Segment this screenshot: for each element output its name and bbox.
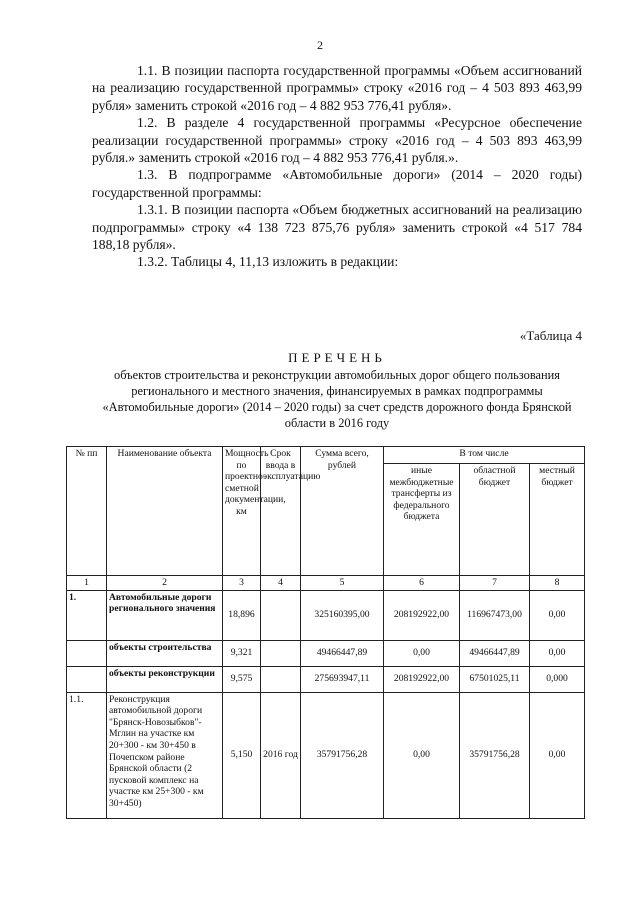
cell-power: 9,321 xyxy=(223,640,261,666)
table-row xyxy=(67,692,585,818)
paragraph-1-3-2: 1.3.2. Таблицы 4, 11,13 изложить в редакции: xyxy=(137,254,399,270)
table-row xyxy=(67,666,585,692)
header-term: Срок ввода в эксплуатацию xyxy=(261,447,301,576)
column-number: 7 xyxy=(460,576,530,591)
cell-local: 0,00 xyxy=(530,590,585,640)
header-num: № пп xyxy=(67,447,107,576)
cell-sum: 35791756,28 xyxy=(301,692,384,818)
header-local: местный бюджет xyxy=(530,464,585,576)
paragraph-1-3: 1.3. В подпрограмме «Автомобильные дороги» (2014 – 2020 годы) государственной программы: xyxy=(92,167,582,200)
heading-subtitle: объектов строительства и реконструкции автомобильных дорог общего пользования регионального и местного значения, финансируемых в рамках подпрограммы «Автомобильные дороги» (2014 – 2020 годы) за счет средств дорожного фонда Брянской области в 2016 году xyxy=(102,368,572,430)
table-label: «Таблица 4 xyxy=(519,328,582,343)
cell-local: 0,00 xyxy=(530,640,585,666)
paragraph-1-1: 1.1. В позиции паспорта государственной программы «Объем ассигнований на реализацию государственной программы» строку «2016 год – 4 503 893 463,99 рубля» заменить строкой «2016 год – 4 882 953 776,41 рубля». xyxy=(92,63,582,113)
heading-title: ПЕРЕЧЕНЬ xyxy=(288,350,386,365)
column-number: 6 xyxy=(384,576,460,591)
cell-term xyxy=(261,666,301,692)
body-text xyxy=(92,62,582,271)
column-number: 3 xyxy=(223,576,261,591)
column-number: 8 xyxy=(530,576,585,591)
cell-regional: 116967473,00 xyxy=(460,590,530,640)
cell-power: 5,150 xyxy=(223,692,261,818)
cell-term: 2016 год xyxy=(261,692,301,818)
cell-name: объекты реконструкции xyxy=(107,666,223,692)
column-number: 1 xyxy=(67,576,107,591)
header-sum: Сумма всего, рублей xyxy=(301,447,384,576)
cell-regional: 67501025,11 xyxy=(460,666,530,692)
cell-term xyxy=(261,640,301,666)
cell-name: Реконструкция автомобильной дороги "Брянск-Новозыбков"-Мглин на участке км 20+300 - км 30+450 в Почепском районе Брянской области (2 пусковой комплекс на участке км 25+300 - км 30+450) xyxy=(107,692,223,818)
cell-num: 1. xyxy=(67,590,107,640)
cell-federal: 208192922,00 xyxy=(384,590,460,640)
header-name: Наименование объекта xyxy=(107,447,223,576)
cell-federal: 208192922,00 xyxy=(384,666,460,692)
paragraph-1-3-1: 1.3.1. В позиции паспорта «Объем бюджетных ассигнований на реализацию подпрограммы» строку «4 138 723 875,76 рубля» заменить строкой «4 517 784 188,18 рубля». xyxy=(92,202,582,253)
cell-power: 18,896 xyxy=(223,590,261,640)
cell-power: 9,575 xyxy=(223,666,261,692)
column-number: 5 xyxy=(301,576,384,591)
cell-local: 0,00 xyxy=(530,692,585,818)
cell-num: 1.1. xyxy=(67,692,107,818)
cell-num xyxy=(67,640,107,666)
cell-regional: 49466447,89 xyxy=(460,640,530,666)
header-regional: областной бюджет xyxy=(460,464,530,576)
cell-term xyxy=(261,590,301,640)
cell-local: 0,000 xyxy=(530,666,585,692)
column-numbers-row xyxy=(67,576,585,591)
header-power: Мощность по проектно-сметной документации, км xyxy=(223,447,261,576)
column-number: 4 xyxy=(261,576,301,591)
cell-name: Автомобильные дороги регионального значения xyxy=(107,590,223,640)
cell-sum: 275693947,11 xyxy=(301,666,384,692)
cell-federal: 0,00 xyxy=(384,640,460,666)
page-number: 2 xyxy=(317,38,323,52)
cell-num xyxy=(67,666,107,692)
table-row xyxy=(67,640,585,666)
cell-regional: 35791756,28 xyxy=(460,692,530,818)
cell-sum: 325160395,00 xyxy=(301,590,384,640)
cell-federal: 0,00 xyxy=(384,692,460,818)
column-number: 2 xyxy=(107,576,223,591)
cell-name: объекты строительства xyxy=(107,640,223,666)
paragraph-1-2: 1.2. В разделе 4 государственной программы «Ресурсное обеспечение реализации государственной программы» строку «2016 год – 4 503 893 463,99 рубля.» заменить строкой «2016 год – 4 882 953 776,41 рубля.». xyxy=(92,115,582,166)
header-federal: иные межбюджетные трансферты из федерального бюджета xyxy=(384,464,460,576)
table-row xyxy=(67,590,585,640)
objects-table xyxy=(66,446,585,819)
header-including: В том числе xyxy=(384,447,585,464)
table-heading xyxy=(92,350,582,431)
header-row-1 xyxy=(67,447,585,464)
cell-sum: 49466447,89 xyxy=(301,640,384,666)
